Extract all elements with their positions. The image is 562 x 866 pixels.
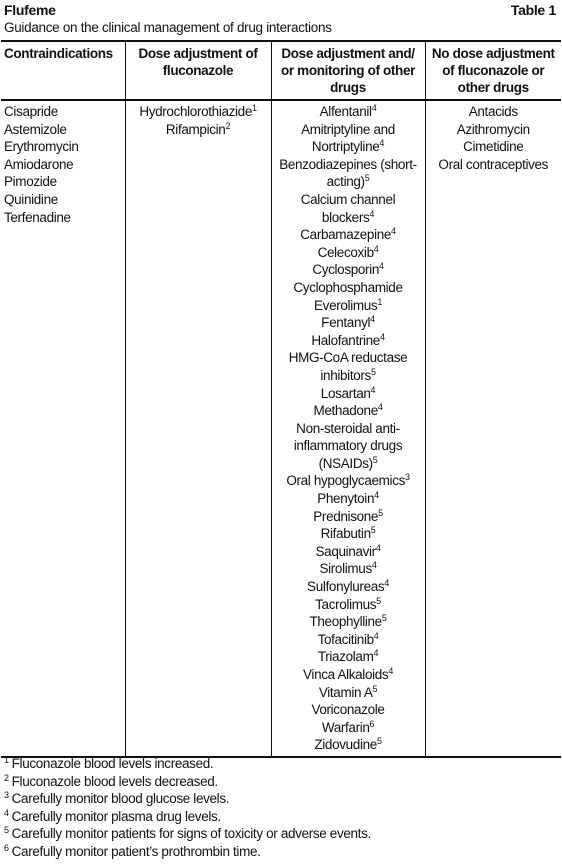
footnote-text: Carefully monitor blood glucose levels. bbox=[11, 791, 230, 807]
dose-adjustment-monitoring-cell bbox=[271, 100, 425, 757]
footnote-reference: 5 bbox=[372, 683, 378, 694]
no-dose-adjustment-cell bbox=[425, 100, 561, 757]
table-header-row bbox=[1, 41, 561, 100]
drug-item bbox=[275, 226, 422, 244]
footnote-reference: 4 bbox=[374, 490, 379, 501]
drug-item: Azithromycin bbox=[456, 121, 530, 137]
footnote-text: Carefully monitor patient’s prothrombin time. bbox=[11, 843, 261, 859]
drug-name: Sulfonylureas bbox=[307, 579, 385, 595]
drug-name: Vitamin A bbox=[318, 684, 373, 700]
footnote-reference: 4 bbox=[369, 208, 375, 219]
drug-name: Calcium channel blockers bbox=[300, 191, 396, 225]
drug-interaction-table bbox=[1, 40, 561, 758]
drug-item bbox=[275, 578, 422, 596]
drug-name: HMG-CoA reductase inhibitors bbox=[288, 350, 408, 383]
drug-item: Pimozide bbox=[4, 174, 57, 190]
drug-item: Cisapride bbox=[4, 104, 58, 119]
footnote-number: 5 bbox=[4, 825, 9, 836]
footnote-reference: 1 bbox=[377, 296, 382, 307]
drug-item bbox=[275, 490, 422, 508]
footnote-reference: 6 bbox=[369, 718, 375, 729]
footnote-reference: 4 bbox=[379, 331, 385, 342]
drug-name: Phenytoin bbox=[317, 491, 375, 507]
drug-item bbox=[275, 472, 422, 490]
footnote-reference: 1 bbox=[252, 103, 257, 113]
drug-name: Methadone bbox=[313, 403, 378, 419]
footnote-reference: 5 bbox=[370, 366, 376, 377]
column-header-dose-adjustment-fluconazole: Dose adjustment of fluconazole bbox=[125, 41, 271, 100]
drug-item bbox=[275, 121, 422, 156]
drug-item: Cimetidine bbox=[463, 139, 524, 155]
drug-name: Prednisone bbox=[313, 508, 379, 524]
footnote-reference: 5 bbox=[376, 595, 381, 606]
footnote-reference: 5 bbox=[381, 613, 387, 624]
footnote bbox=[4, 755, 371, 773]
drug-name: Tofacitinib bbox=[317, 631, 374, 647]
drug-item bbox=[275, 402, 422, 420]
drug-item bbox=[275, 332, 422, 350]
drug-item bbox=[275, 596, 422, 614]
drug-name: Zidovudine bbox=[314, 737, 377, 753]
drug-item bbox=[275, 349, 422, 384]
footnote-reference: 4 bbox=[388, 666, 393, 676]
drug-name: Non-steroidal anti-inflammatory drugs (NSAIDs) bbox=[293, 420, 403, 471]
footnote-number: 4 bbox=[4, 807, 9, 818]
footnote bbox=[4, 790, 371, 808]
drug-item bbox=[275, 613, 422, 631]
drug-item: Quinidine bbox=[4, 191, 58, 207]
footnote-number: 1 bbox=[4, 755, 9, 765]
footnote bbox=[4, 808, 371, 826]
drug-name: Celecoxib bbox=[317, 244, 374, 260]
drug-item bbox=[275, 314, 422, 332]
footnote-reference: 4 bbox=[377, 402, 383, 413]
drug-name: Cyclophosphamide bbox=[293, 279, 403, 295]
column-header-contraindications: Contraindications bbox=[1, 41, 125, 100]
footnote bbox=[4, 843, 371, 861]
dose-adjustment-fluconazole-cell bbox=[125, 100, 271, 757]
footnote-reference: 4 bbox=[379, 261, 384, 272]
footnote-reference: 2 bbox=[225, 120, 231, 131]
drug-item: Antacids bbox=[468, 104, 518, 119]
column-header-dose-adjustment-monitoring: Dose adjustment and/ or monitoring of other drugs bbox=[271, 41, 425, 100]
drug-name: Warfarin bbox=[321, 719, 370, 735]
drug-item bbox=[275, 736, 422, 754]
drug-item: Astemizole bbox=[4, 121, 67, 137]
footnote-number: 2 bbox=[4, 772, 9, 783]
drug-name: Voriconazole bbox=[311, 702, 385, 718]
drug-item bbox=[275, 719, 422, 737]
table-row bbox=[1, 100, 561, 757]
drug-name: Sirolimus bbox=[319, 561, 372, 577]
footnote-text: Carefully monitor patients for signs of toxicity or adverse events. bbox=[11, 826, 371, 842]
footnote bbox=[4, 825, 371, 843]
contraindications-cell bbox=[1, 100, 125, 757]
drug-name: Triazolam bbox=[317, 649, 374, 665]
brand-title: Flufeme bbox=[4, 2, 56, 18]
drug-name: Benzodiazepines (short-acting) bbox=[279, 156, 417, 190]
drug-item bbox=[275, 684, 422, 702]
column-header-no-dose-adjustment: No dose adjustment of fluconazole or other drugs bbox=[425, 41, 561, 100]
footnote-reference: 4 bbox=[375, 542, 381, 553]
drug-item: Amiodarone bbox=[4, 156, 74, 172]
drug-item bbox=[275, 103, 422, 121]
drug-item bbox=[275, 666, 422, 684]
footnote-reference: 5 bbox=[378, 507, 383, 518]
footnote-reference: 4 bbox=[373, 648, 379, 659]
drug-name: Tacrolimus bbox=[315, 596, 377, 612]
footnote-number: 6 bbox=[4, 842, 9, 853]
drug-item bbox=[275, 385, 422, 403]
drug-name: Cyclosporin bbox=[312, 262, 380, 278]
footnote-reference: 5 bbox=[376, 736, 382, 747]
drug-name: Rifabutin bbox=[320, 526, 371, 542]
table-subtitle: Guidance on the clinical management of drug interactions bbox=[4, 20, 332, 35]
drug-item bbox=[275, 156, 422, 191]
footnote-reference: 4 bbox=[379, 138, 385, 149]
footnote-reference: 3 bbox=[405, 472, 410, 483]
footnote-reference: 4 bbox=[371, 560, 377, 571]
drug-name: Rifampicin bbox=[165, 121, 226, 137]
drug-name: Fentanyl bbox=[321, 315, 371, 331]
footnote-text: Carefully monitor plasma drug levels. bbox=[11, 808, 221, 824]
footnote-text: Fluconazole blood levels increased. bbox=[11, 756, 214, 771]
drug-item bbox=[275, 279, 422, 297]
drug-name: Everolimus bbox=[314, 297, 378, 313]
footnote-number: 3 bbox=[4, 790, 9, 801]
footnote-reference: 4 bbox=[370, 314, 375, 325]
drug-item: Terfenadine bbox=[4, 209, 71, 225]
drug-name: Amitriptyline and Nortriptyline bbox=[301, 121, 395, 155]
drug-name: Carbamazepine bbox=[300, 227, 392, 243]
footnote-text: Fluconazole blood levels decreased. bbox=[11, 773, 218, 789]
drug-item bbox=[275, 648, 422, 666]
drug-item bbox=[275, 297, 422, 315]
footnotes bbox=[4, 755, 371, 861]
footnote-reference: 5 bbox=[370, 525, 376, 536]
table-label: Table 1 bbox=[510, 2, 556, 18]
drug-name: Hydrochlorothiazide bbox=[139, 104, 252, 119]
footnote-reference: 5 bbox=[372, 454, 378, 465]
drug-item bbox=[275, 631, 422, 649]
drug-name: Losartan bbox=[320, 385, 371, 401]
footnote-reference: 4 bbox=[373, 243, 379, 254]
drug-name: Vinca Alkaloids bbox=[303, 667, 389, 682]
drug-item bbox=[275, 543, 422, 561]
footnote-reference: 4 bbox=[384, 578, 389, 589]
title-row bbox=[4, 2, 556, 18]
drug-item bbox=[129, 103, 268, 121]
drug-name: Alfentanil bbox=[319, 104, 372, 119]
drug-item bbox=[275, 261, 422, 279]
drug-item: Oral contraceptives bbox=[438, 156, 549, 172]
footnote-reference: 4 bbox=[370, 384, 376, 395]
drug-name: Saquinavir bbox=[315, 543, 376, 559]
footnote bbox=[4, 773, 371, 791]
drug-item bbox=[275, 560, 422, 578]
drug-name: Theophylline bbox=[309, 614, 382, 630]
drug-item bbox=[275, 701, 422, 719]
drug-item bbox=[129, 121, 268, 139]
drug-item bbox=[275, 420, 422, 473]
footnote-reference: 4 bbox=[391, 226, 396, 237]
drug-name: Oral hypoglycaemics bbox=[286, 473, 405, 489]
drug-item bbox=[275, 508, 422, 526]
drug-item bbox=[275, 191, 422, 226]
footnote-reference: 5 bbox=[364, 173, 370, 184]
drug-item bbox=[275, 525, 422, 543]
footnote-reference: 4 bbox=[371, 103, 377, 113]
drug-item bbox=[275, 244, 422, 262]
drug-name: Halofantrine bbox=[311, 332, 380, 348]
drug-item: Erythromycin bbox=[4, 139, 79, 155]
footnote-reference: 4 bbox=[373, 630, 379, 641]
